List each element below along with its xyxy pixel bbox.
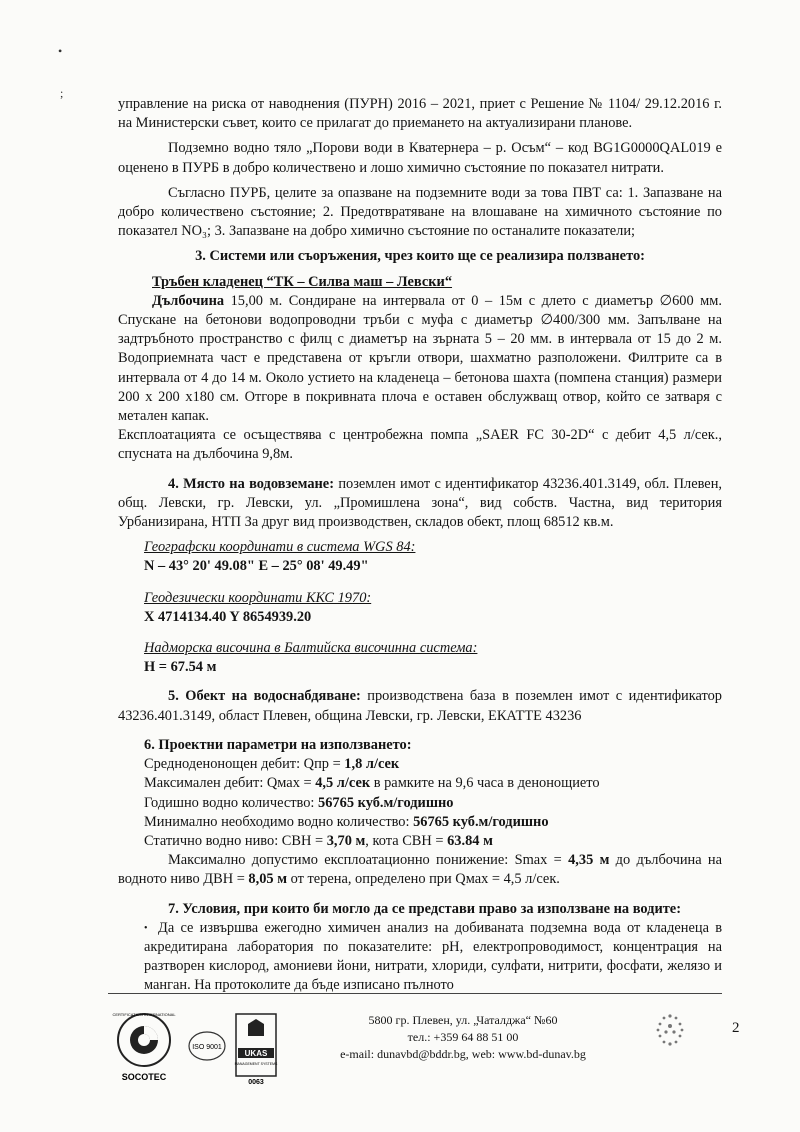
geo-coordinates-label: Географски координати в система WGS 84: (144, 539, 416, 556)
socotec-iso-ukas-logos-icon (112, 1008, 312, 1088)
geo-coordinates-value: N – 43° 20' 49.08" E – 25° 08' 49.49" (144, 558, 369, 575)
max-flow-line: Максимален дебит: Qмах = 4,5 л/сек в рамките на 9,6 часа в денонощието (144, 775, 600, 792)
iso-label: ISO 9001 (192, 1044, 222, 1051)
exploitation-text: Експлоатацията се осъществява с центробежна помпа „SAER FC 30-2D“ с дебит 4,5 л/сек., спусната на дълбочина 9,8м. (118, 427, 722, 463)
coordinates-block (144, 538, 722, 677)
altitude-label: Надморска височина в Балтийска височинна система: (144, 640, 478, 657)
bullet-icon: • (144, 922, 148, 934)
section-7-heading: 7. Условия, при които би могло да се представи право за използване на водите: (168, 900, 681, 917)
section-3-heading: 3. Системи или съоръжения, чрез които ще се реализира ползването: (195, 248, 645, 265)
section-6-heading: 6. Проектни параметри на използването: (144, 736, 412, 753)
static-level-line: Статично водно ниво: СВН = 3,70 м, кота СВН = 63.84 м (144, 832, 493, 849)
ukas-number: 0063 (248, 1079, 264, 1086)
paragraph-3: Съгласно ПУРБ, целите за опазване на подземните води за това ПВТ са: 1. Запазване на добро количествено състояние; 2. Предотвратяване на влошаване на химичното състояние по показател NO₃; 3. Запазване на добро химично състояние по останалите показатели; (118, 184, 722, 240)
paragraph-2: Подземно водно тяло „Порови води в Кватернера – р. Осъм“ – код BG1G0000QAL019 е оценено в ПУРБ в добро количествено и лошо химично състояние по показател нитрати. (118, 140, 722, 176)
geodetic-coordinates-label: Геодезически координати ККС 1970: (144, 589, 372, 606)
altitude-value: H = 67.54 м (144, 659, 217, 676)
margin-mark: ; (60, 86, 64, 100)
section-7-bullet-1: • Да се извършва ежегодно химичен анализ на добиваната подземна вода от кладенеца в акредитирана лаборатория по показателите: pH, електропроводимост, концентрация на разтворен кислород, амониеви йони, нитрати, хлориди, сулфати, нитрити, фосфати, желязо и манган. На протоколите да бъде изписано пълното (144, 919, 722, 994)
contact-block (318, 1012, 608, 1063)
ukas-label: UKAS (244, 1049, 268, 1058)
margin-dot: • (58, 44, 63, 58)
certification-logos (112, 1008, 312, 1088)
dotted-emblem-icon (650, 1010, 690, 1055)
min-volume-line: Минимално необходимо водно количество: 56765 куб.м/годишно (144, 813, 549, 830)
section-5: 5. Обект на водоснабдяване: производствена база в поземлен имот с идентификатор 43236.401.3149, област Плевен, община Левски, гр. Левски, ЕКАТТЕ 43236 (118, 688, 722, 724)
well-title: Тръбен кладенец “ТК – Силва маш – Левски“ (152, 273, 453, 290)
geodetic-coordinates-value: X 4714134.40 Y 8654939.20 (144, 608, 312, 625)
footer-divider (108, 993, 722, 994)
section-4: 4. Място на водовземане: поземлен имот с идентификатор 43236.401.3149, обл. Плевен, общ. Левски, гр. Левски, ул. „Промишлена зона“, вид собств. Частна, вид територия Урбанизирана, НТП За друг вид производствен, складов обект, площ 68512 кв.м. (118, 475, 722, 531)
paragraph-1: управление на риска от наводнения (ПУРН) 2016 – 2021, приет с Решение № 1104/ 29.12.2016 г. на Министерски съвет, които се прилагат до приемането на актуализирани планове. (118, 96, 722, 132)
annual-volume-line: Годишно водно количество: 56765 куб.м/годишно (144, 794, 454, 811)
page-number: 2 (732, 1020, 740, 1036)
max-drawdown-line: Максимално допустимо експлоатационно понижение: Smax = 4,35 м до дълбочина на водното ниво ДВН = 8,05 м от терена, определено при Qмах = 4,5 л/сек. (118, 852, 722, 888)
well-description: Дълбочина 15,00 м. Сондиране на интервала от 0 – 15м с длето с диаметър ∅600 мм. Спускане на бетонови водопроводни тръби с муфа с диаметър ∅400/300 мм. Запълване на задтръбното пространство с филц с диаметър на зърната 5 – 20 мм. в интервала от 15 до 2 м. Водоприемната част е представена от кръгли отвори, шахматно разположени. Филтрите са в интервала от 4 до 14 м. Около устието на кладенеца – бетонова шахта (помпена станция) размери 200 х 200 х180 см. Отгоре в покривната плоча е оставен обслужващ отвор, който се затваря с метален капак. (118, 292, 722, 425)
page-footer (0, 1000, 800, 1090)
phone-line: тел.: +359 64 88 51 00 (407, 1030, 519, 1044)
avg-flow-line: Средноденонощен дебит: Qпр = 1,8 л/сек (144, 756, 400, 773)
socotec-label: SOCOTEC (121, 1072, 167, 1082)
ukas-sub-label: MANAGEMENT SYSTEMS (234, 1062, 278, 1066)
document-body (118, 95, 722, 996)
socotec-ring-label: CERTIFICATION INTERNATIONAL (112, 1012, 176, 1017)
email-web-line[interactable]: e-mail: dunavbd@bddr.bg, web: www.bd-dunav.bg (340, 1047, 586, 1061)
section-6 (144, 736, 722, 851)
address-line: 5800 гр. Плевен, ул. „Чаталджа“ №60 (368, 1013, 558, 1027)
